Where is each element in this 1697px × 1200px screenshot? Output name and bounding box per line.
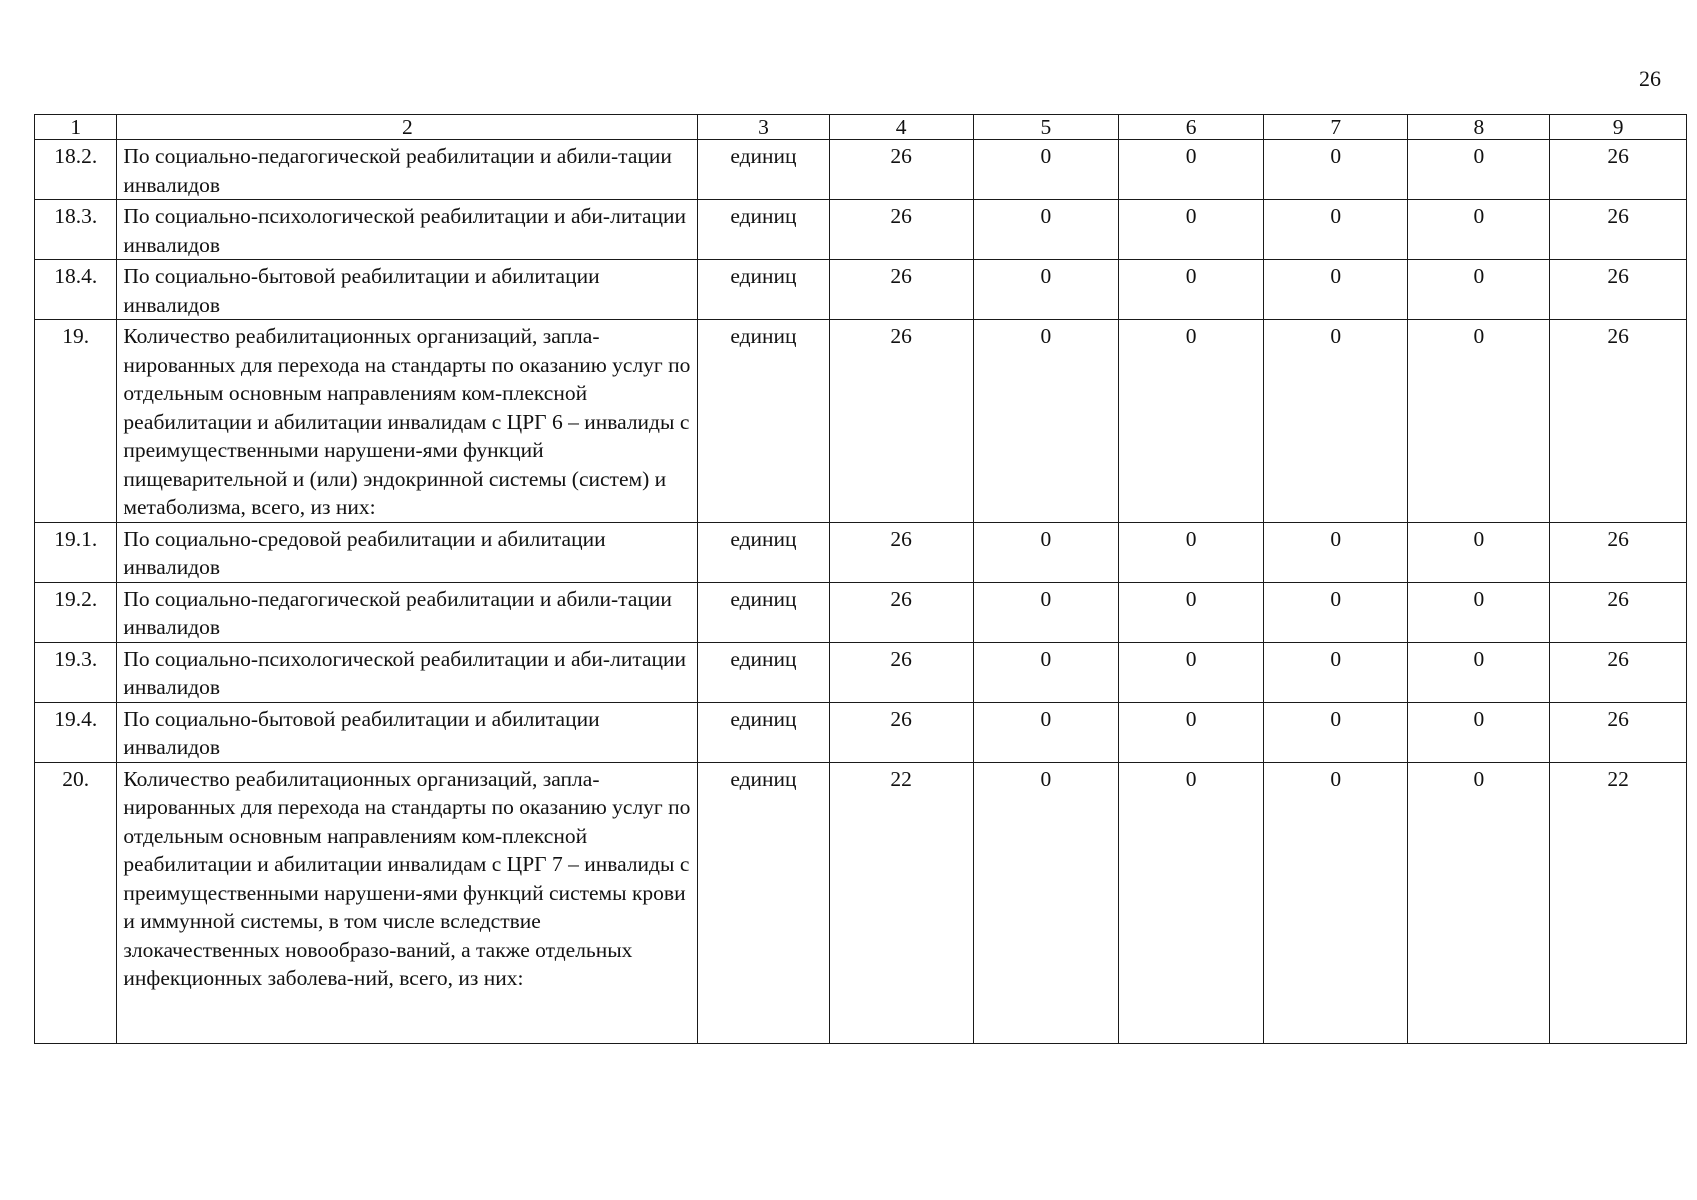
- value-col-6: 0: [1118, 320, 1263, 523]
- value-col-7: 0: [1264, 582, 1408, 642]
- table-row: [35, 200, 1687, 260]
- value-col-4: 26: [829, 642, 973, 702]
- data-table: [34, 114, 1687, 1044]
- value-col-7: 0: [1264, 260, 1408, 320]
- table-row: [35, 140, 1687, 200]
- row-unit: единиц: [698, 140, 829, 200]
- value-col-7: 0: [1264, 642, 1408, 702]
- row-description: По социально-психологической реабилитации и аби-литации инвалидов: [117, 642, 698, 702]
- value-col-7: 0: [1264, 320, 1408, 523]
- table-row: [35, 582, 1687, 642]
- header-cell: 8: [1408, 115, 1550, 140]
- value-col-5: 0: [973, 140, 1118, 200]
- value-col-9: 22: [1550, 762, 1687, 1043]
- value-col-7: 0: [1264, 702, 1408, 762]
- table-row: [35, 320, 1687, 523]
- row-description: Количество реабилитационных организаций, запла-нированных для перехода на стандарты по оказанию услуг по отдельным основным направлениям ком-плексной реабилитации и абилитации инвалидам с ЦРГ 6 – инвалиды с преимущественными нарушени-ями функций пищеварительной и (или) эндокринной системы (систем) и метаболизма, всего, из них:: [117, 320, 698, 523]
- value-col-9: 26: [1550, 200, 1687, 260]
- value-col-6: 0: [1118, 140, 1263, 200]
- value-col-6: 0: [1118, 582, 1263, 642]
- value-col-9: 26: [1550, 260, 1687, 320]
- value-col-8: 0: [1408, 200, 1550, 260]
- value-col-5: 0: [973, 762, 1118, 1043]
- row-description: По социально-психологической реабилитации и аби-литации инвалидов: [117, 200, 698, 260]
- value-col-4: 22: [829, 762, 973, 1043]
- page-number: 26: [1639, 66, 1661, 91]
- value-col-5: 0: [973, 200, 1118, 260]
- table-row: [35, 642, 1687, 702]
- row-number: 18.4.: [35, 260, 117, 320]
- row-unit: единиц: [698, 522, 829, 582]
- table-row: [35, 522, 1687, 582]
- value-col-8: 0: [1408, 320, 1550, 523]
- value-col-6: 0: [1118, 762, 1263, 1043]
- value-col-9: 26: [1550, 582, 1687, 642]
- header-cell: 3: [698, 115, 829, 140]
- row-number: 20.: [35, 762, 117, 1043]
- value-col-8: 0: [1408, 522, 1550, 582]
- header-cell: 7: [1264, 115, 1408, 140]
- value-col-4: 26: [829, 582, 973, 642]
- header-cell: 9: [1550, 115, 1687, 140]
- value-col-4: 26: [829, 260, 973, 320]
- value-col-4: 26: [829, 702, 973, 762]
- value-col-9: 26: [1550, 140, 1687, 200]
- value-col-8: 0: [1408, 140, 1550, 200]
- row-unit: единиц: [698, 762, 829, 1043]
- value-col-4: 26: [829, 522, 973, 582]
- row-number: 19.3.: [35, 642, 117, 702]
- row-unit: единиц: [698, 260, 829, 320]
- row-unit: единиц: [698, 642, 829, 702]
- value-col-7: 0: [1264, 140, 1408, 200]
- header-cell: 6: [1118, 115, 1263, 140]
- table-row: [35, 702, 1687, 762]
- value-col-7: 0: [1264, 522, 1408, 582]
- table-row: [35, 260, 1687, 320]
- value-col-9: 26: [1550, 642, 1687, 702]
- header-row: [35, 115, 1687, 140]
- row-number: 19.1.: [35, 522, 117, 582]
- header-cell: 1: [35, 115, 117, 140]
- row-description: По социально-педагогической реабилитации и абили-тации инвалидов: [117, 140, 698, 200]
- value-col-6: 0: [1118, 522, 1263, 582]
- value-col-9: 26: [1550, 522, 1687, 582]
- row-number: 19.: [35, 320, 117, 523]
- value-col-7: 0: [1264, 200, 1408, 260]
- row-unit: единиц: [698, 320, 829, 523]
- row-number: 19.2.: [35, 582, 117, 642]
- row-unit: единиц: [698, 200, 829, 260]
- value-col-8: 0: [1408, 260, 1550, 320]
- value-col-6: 0: [1118, 702, 1263, 762]
- value-col-8: 0: [1408, 582, 1550, 642]
- row-unit: единиц: [698, 582, 829, 642]
- value-col-5: 0: [973, 702, 1118, 762]
- header-cell: 4: [829, 115, 973, 140]
- row-description: Количество реабилитационных организаций, запла-нированных для перехода на стандарты по оказанию услуг по отдельным основным направлениям ком-плексной реабилитации и абилитации инвалидам с ЦРГ 7 – инвалиды с преимущественными нарушени-ями функций системы крови и иммунной системы, в том числе вследствие злокачественных новообразо-ваний, а также отдельных инфекционных заболева-ний, всего, из них:: [117, 762, 698, 1043]
- value-col-8: 0: [1408, 702, 1550, 762]
- row-description: По социально-бытовой реабилитации и абилитации инвалидов: [117, 702, 698, 762]
- value-col-4: 26: [829, 200, 973, 260]
- table-row: [35, 762, 1687, 1043]
- row-unit: единиц: [698, 702, 829, 762]
- value-col-5: 0: [973, 522, 1118, 582]
- header-cell: 5: [973, 115, 1118, 140]
- value-col-4: 26: [829, 140, 973, 200]
- value-col-8: 0: [1408, 762, 1550, 1043]
- row-description: По социально-бытовой реабилитации и абилитации инвалидов: [117, 260, 698, 320]
- value-col-6: 0: [1118, 260, 1263, 320]
- value-col-7: 0: [1264, 762, 1408, 1043]
- value-col-5: 0: [973, 320, 1118, 523]
- value-col-4: 26: [829, 320, 973, 523]
- header-cell: 2: [117, 115, 698, 140]
- row-number: 19.4.: [35, 702, 117, 762]
- value-col-8: 0: [1408, 642, 1550, 702]
- row-description: По социально-средовой реабилитации и абилитации инвалидов: [117, 522, 698, 582]
- value-col-6: 0: [1118, 642, 1263, 702]
- value-col-9: 26: [1550, 320, 1687, 523]
- value-col-5: 0: [973, 260, 1118, 320]
- value-col-6: 0: [1118, 200, 1263, 260]
- row-number: 18.2.: [35, 140, 117, 200]
- value-col-5: 0: [973, 642, 1118, 702]
- row-number: 18.3.: [35, 200, 117, 260]
- row-description: По социально-педагогической реабилитации и абили-тации инвалидов: [117, 582, 698, 642]
- value-col-9: 26: [1550, 702, 1687, 762]
- value-col-5: 0: [973, 582, 1118, 642]
